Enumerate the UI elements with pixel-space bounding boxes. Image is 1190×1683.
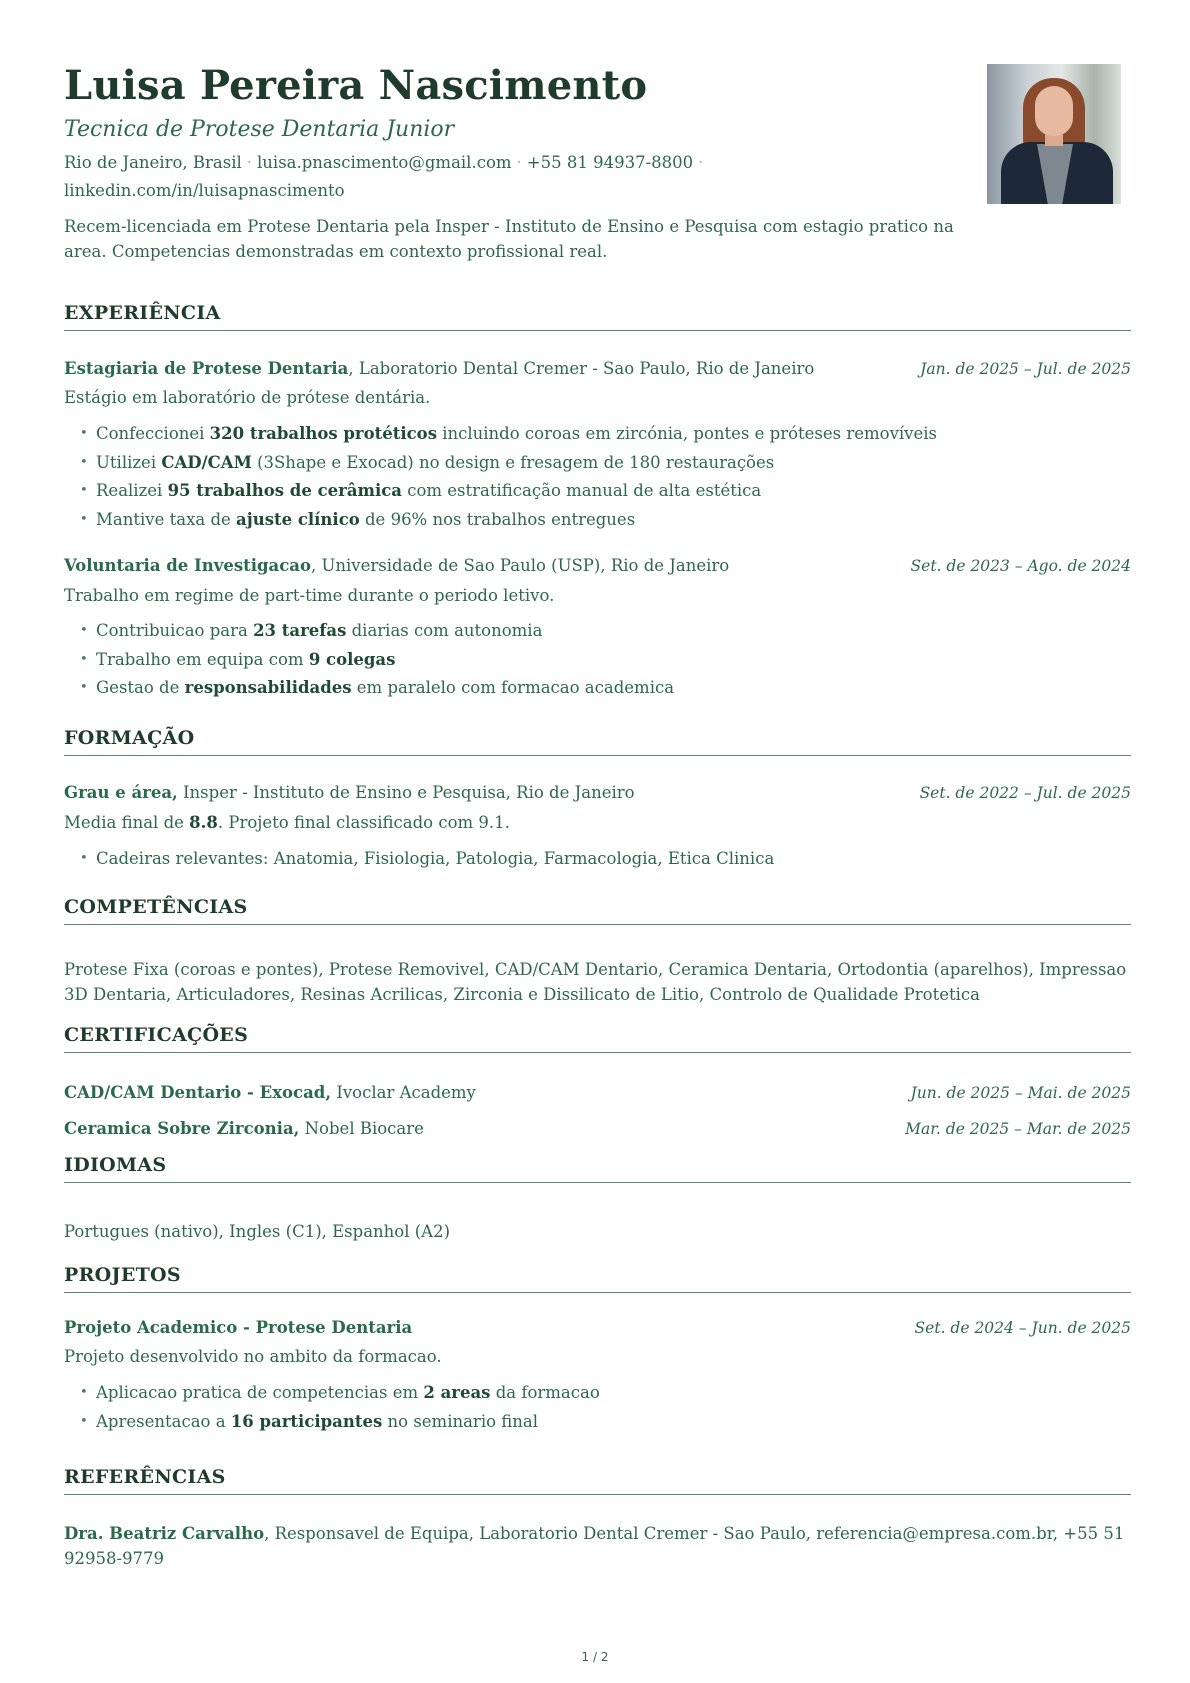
certification-item [64,1081,1131,1105]
bullet-item: • Aplicacao pratica de competencias em 2 areas da formacao [80,1379,1120,1408]
separator: · [246,153,253,172]
job-title: Voluntaria de Investigacao [64,556,311,575]
certification-issuer: Nobel Biocare [299,1119,424,1138]
languages-list: Portugues (nativo), Ingles (C1), Espanhol (A2) [64,1222,451,1241]
contact-email[interactable]: luisa.pnascimento@gmail.com [257,153,512,172]
education-description: Media final de 8.8. Projeto final classificado com 9.1. [64,813,510,832]
job-org: , Laboratorio Dental Cremer - Sao Paulo, Rio de Janeiro [348,359,815,378]
section-title-projects: PROJETOS [64,1264,1131,1293]
bullet-item: • Trabalho em equipa com 9 colegas [80,646,1120,675]
project-date: Set. de 2024 – Jun. de 2025 [914,1319,1131,1337]
job-description: Trabalho em regime de part-time durante o periodo letivo. [64,586,555,605]
bullet-item: • Realizei 95 trabalhos de cerâmica com estratificação manual de alta estética [80,477,1120,506]
page-indicator: 1 / 2 [581,1650,609,1664]
certification-title: CAD/CAM Dentario - Exocad, [64,1083,332,1102]
job-date: Jan. de 2025 – Jul. de 2025 [920,360,1131,378]
separator: · [698,153,704,172]
bullet-item: • Contribuicao para 23 tarefas diarias com autonomia [80,617,1120,646]
job-bullets [80,420,1120,534]
certification-date: Jun. de 2025 – Mai. de 2025 [910,1084,1131,1102]
education-date: Set. de 2022 – Jul. de 2025 [919,784,1131,802]
separator: · [516,153,522,172]
contact-linkedin[interactable]: linkedin.com/in/luisapnascimento [64,181,345,200]
bullet-item: • Gestao de responsabilidades em paralelo com formacao academica [80,674,1120,703]
section-title-references: REFERÊNCIAS [64,1466,1131,1495]
bullet-item: • Mantive taxa de ajuste clínico de 96% nos trabalhos entregues [80,506,1120,535]
experience-item-header [64,357,1131,381]
contact-location: Rio de Janeiro, Brasil [64,153,242,172]
education-item-header [64,781,1131,805]
bullet-item: • Utilizei CAD/CAM (3Shape e Exocad) no design e fresagem de 180 restaurações [80,449,1120,478]
section-title-languages: IDIOMAS [64,1154,1131,1183]
project-item-header [64,1316,1131,1340]
reference-name: Dra. Beatriz Carvalho [64,1524,265,1543]
bullet-item: • Confeccionei 320 trabalhos protéticos incluindo coroas em zircónia, pontes e próteses removíveis [80,420,1120,449]
skills-list: Protese Fixa (coroas e pontes), Protese Removivel, CAD/CAM Dentario, Ceramica Dentaria, Ortodontia (aparelhos), Impressao 3D Dentaria, Articuladores, Resinas Acrilicas, Zirconia e Dissilicato de Litio, Controlo de Qualidade Protetica [64,960,1127,1004]
summary: Recem-licenciada em Protese Dentaria pela Insper - Instituto de Ensino e Pesquisa com estagio pratico na area. Competencias demonstradas em contexto profissional real. [64,217,954,261]
project-bullets [80,1379,1120,1436]
institution: Insper - Instituto de Ensino e Pesquisa, Rio de Janeiro [177,783,635,802]
project-description: Projeto desenvolvido no ambito da formacao. [64,1347,442,1366]
section-title-experience: EXPERIÊNCIA [64,302,1131,331]
certification-issuer: Ivoclar Academy [331,1083,476,1102]
reference-entry [64,1521,1131,1571]
contact-info [64,149,714,205]
job-date: Set. de 2023 – Ago. de 2024 [910,557,1131,575]
section-title-certifications: CERTIFICAÇÕES [64,1024,1131,1053]
bullet-item: • Apresentacao a 16 participantes no seminario final [80,1408,1120,1437]
job-title: Estagiaria de Protese Dentaria [64,359,349,378]
profile-photo [987,64,1121,204]
job-bullets [80,617,1120,703]
contact-phone[interactable]: +55 81 94937-8800 [526,153,694,172]
bullet-item: • Cadeiras relevantes: Anatomia, Fisiologia, Patologia, Farmacologia, Etica Clinica [80,845,1120,874]
education-bullets [80,845,1120,874]
job-org: , Universidade de Sao Paulo (USP), Rio de Janeiro [311,556,730,575]
section-title-education: FORMAÇÃO [64,727,1131,756]
reference-details: , Responsavel de Equipa, Laboratorio Dental Cremer - Sao Paulo, referencia@empresa.com.br, +55 51 92958-9779 [64,1524,1125,1568]
experience-item-header [64,554,1131,578]
candidate-name: Luisa Pereira Nascimento [64,62,648,109]
project-title: Projeto Academico - Protese Dentaria [64,1318,413,1337]
certification-date: Mar. de 2025 – Mar. de 2025 [905,1120,1131,1138]
certification-item [64,1117,1131,1141]
certification-title: Ceramica Sobre Zirconia, [64,1119,300,1138]
candidate-role: Tecnica de Protese Dentaria Junior [64,117,455,142]
degree-title: Grau e área, [64,783,178,802]
section-title-skills: COMPETÊNCIAS [64,896,1131,925]
job-description: Estágio em laboratório de prótese dentária. [64,388,431,407]
